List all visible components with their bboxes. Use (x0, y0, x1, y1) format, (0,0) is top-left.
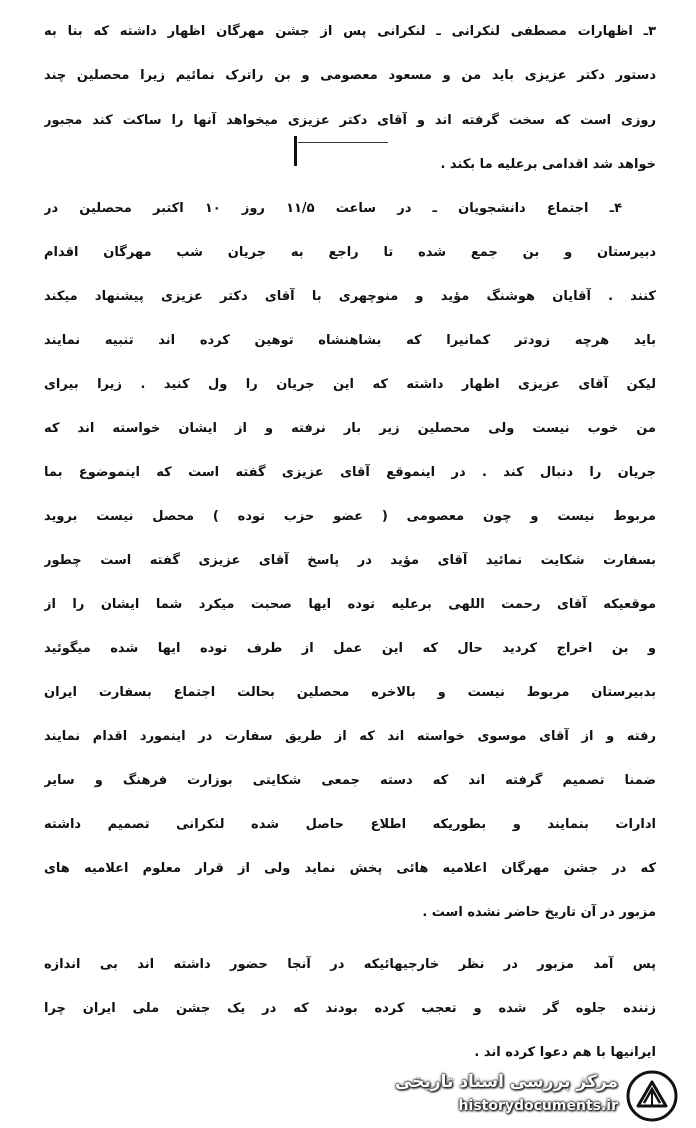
document-line: روزی است که سخت گرفته اند و آقای دکتر عزیزی میخواهد آنها را ساکت کند مجبور (44, 113, 656, 128)
document-line: دبیرستان و بن جمع شده تا راجع به جریان شب مهرگان اقدام (44, 245, 656, 260)
watermark-url: historydocuments.ir (458, 1098, 618, 1114)
document-line: مربوط نیست و چون معصومی ( عضو حزب توده ) محصل نیست بروید (44, 509, 656, 524)
document-line: باید هرچه زودتر کمانیرا که بشاهنشاه توهین کرده اند تنبیه نمایند (44, 333, 656, 348)
document-line: موقعیکه آقای رحمت اللهی برعلیه توده ایها صحبت میکرد شما ایشان را از (44, 597, 656, 612)
watermark-title: مرکز بررسی اسناد تاریخی (395, 1072, 618, 1092)
document-line: بدبیرستان مربوط نیست و بالاخره محصلین بحالت اجتماع بسفارت ایران (44, 685, 656, 700)
document-line: زننده جلوه گر شده و تعجب کرده بودند که در یک جشن ملی ایران چرا (44, 1001, 656, 1016)
document-line: و بن اخراج کردید حال که این عمل از طرف توده ایها شده میگوئید (44, 641, 656, 656)
document-line: خواهد شد اقدامی برعلیه ما بکند . (440, 157, 656, 172)
document-logo-icon (626, 1070, 678, 1122)
document-line: ضمنا تصمیم گرفته اند که دسته جمعی شکایتی بوزارت فرهنگ و سایر (44, 773, 656, 788)
document-line: ادارات بنمایند و بطوریکه اطلاع حاصل شده لنکرانی تصمیم داشته (44, 817, 656, 832)
document-line: کنند . آقایان هوشنگ مؤید و منوچهری با آقای دکتر عزیزی پیشنهاد میکند (44, 289, 656, 304)
watermark (388, 1068, 678, 1124)
document-line: لیکن آقای عزیزی اظهار داشته که این جریان را ول کنید . زیرا بیرای (44, 377, 656, 392)
document-line: پس آمد مزبور در نظر خارجیهائیکه در آنجا حضور داشته اند بی اندازه (44, 957, 656, 972)
document-line: مزبور در آن تاریخ حاضر نشده است . (422, 905, 656, 920)
document-line: رفته و از آقای موسوی خواسته اند که از طریق سفارت در اینمورد اقدام نمایند (44, 729, 656, 744)
document-line: دستور دکتر عزیزی باید من و مسعود معصومی و بن راترک نمائیم زیرا محصلین چند (44, 68, 656, 83)
document-line: جریان را دنبال کند . در اینموقع آقای عزیزی گفته است که اینموضوع بما (44, 465, 656, 480)
handwritten-mark-tail (298, 142, 388, 143)
document-line: ایرانیها با هم دعوا کرده اند . (474, 1045, 656, 1060)
document-line: که در جشن مهرگان اعلامیه هائی پخش نماید ولی از قرار معلوم اعلامیه های (44, 861, 656, 876)
document-line: ۳ـ اظهارات مصطفی لنکرانی ـ لنکرانی پس از جشن مهرگان اظهار داشته که بنا به (44, 24, 656, 39)
document-line: من خوب نیست ولی محصلین زیر بار نرفته و از ایشان خواسته اند که (44, 421, 656, 436)
document-line: ۴ـ اجتماع دانشجویان ـ در ساعت ۱۱/۵ روز ۱۰ اکتبر محصلین در (44, 201, 622, 216)
document-line: بسفارت شکایت نمائید آقای مؤید در پاسخ آقای عزیزی گفته است چطور (44, 553, 656, 568)
